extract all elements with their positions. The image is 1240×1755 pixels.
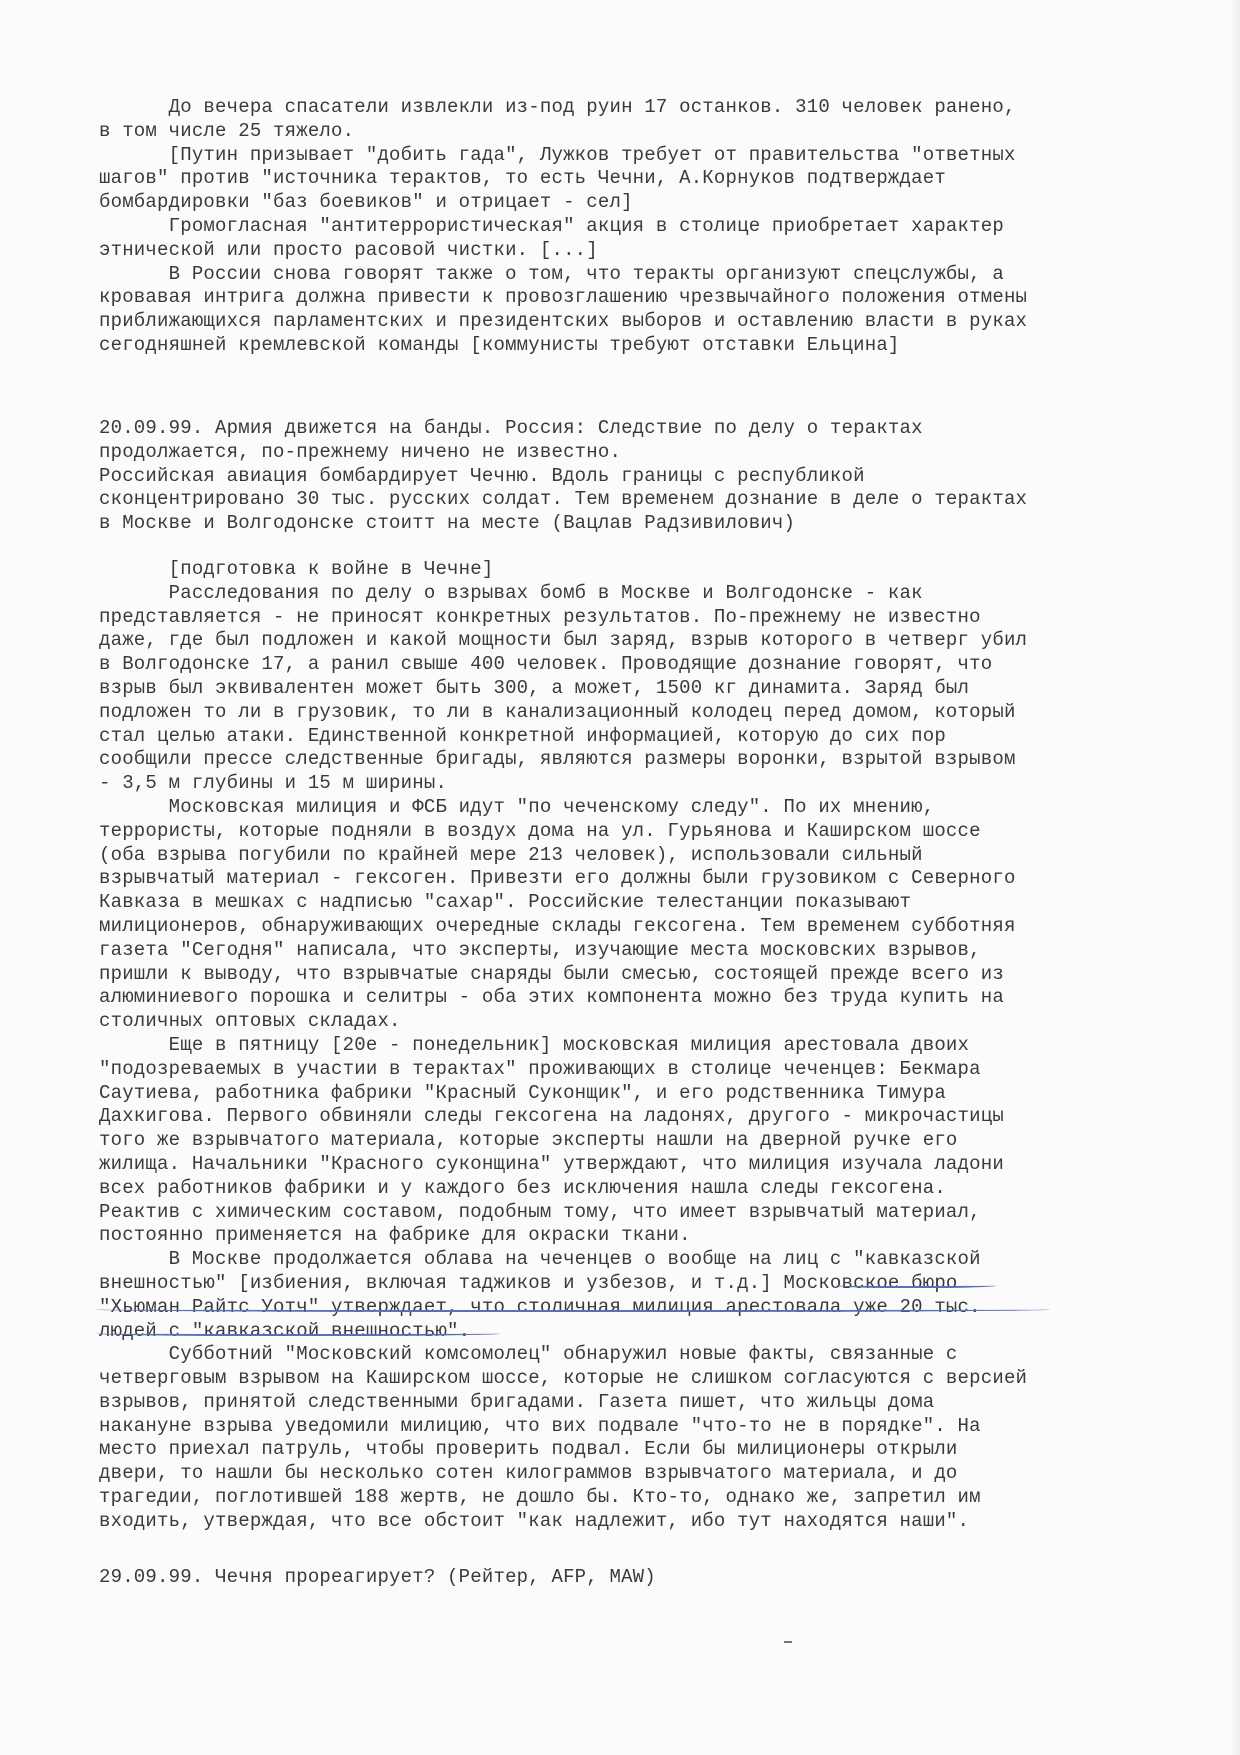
text-line: взрыв был эквивалентен может быть 300, а может, 1500 кг динамита. Заряд был [99,676,970,699]
text-line: место приехал патруль, чтобы проверить подвал. Если бы милиционеры открыли [99,1438,958,1461]
text-line: подложен то ли в грузовик, то ли в канализационный колодец перед домом, который [99,700,1016,723]
text-line: сообщили прессе следственные бригады, являются размеры воронки, взрытой взрывом [99,748,1016,771]
page-edge-shadow [1230,0,1240,1755]
text-line: этнической или просто расовой чистки. [...] [99,238,598,261]
text-line: [подготовка к войне в Чечне] [99,558,494,580]
text-line: До вечера спасатели извлекли из-под руин 17 останков. 310 человек ранено, [99,96,1016,118]
text-line: четверговым взрывом на Каширском шоссе, которые не слишком согласуются с версией [99,1367,1028,1390]
pen-underline-1 [836,1282,996,1288]
text-line: даже, где был подложен и какой мощности был заряд, взрыв которого в четверг убил [99,629,1028,652]
text-line: в Волгодонске 17, а ранил свыше 400 человек. Проводящие дознание говорят, что [99,653,993,676]
text-line: внешностью" [избиения, включая таджиков и узбезов, и т.д.] Московское бюро [99,1271,958,1294]
text-line: Еще в пятницу [20е - понедельник] московская милиция арестовала двоих [99,1033,970,1056]
text-line: алюминиевого порошка и селитры - оба этих компонента можно без труда купить на [99,986,1004,1009]
text-line: продолжается, по-прежнему ничено не известно. [99,440,622,463]
text-line: Дахкигова. Первого обвиняли следы гексогена на ладонях, другого - микрочастицы [99,1105,1004,1128]
text-line: пришли к выводу, что взрывчатые снаряды были смесью, состоящей прежде всего из [99,962,1004,985]
text-line: - 3,5 м глубины и 15 м ширины. [99,772,448,795]
text-line: милиционеров, обнаруживающих очередные склады гексогена. Тем временем субботняя [99,914,1016,937]
text-line: бомбардировки "баз боевиков" и отрицает - сел] [99,191,633,214]
pen-underline-3 [96,1330,500,1336]
text-line: взрывчатый материал - гексоген. Привезти его должны были грузовиком с Северного [99,867,1016,890]
text-line: Громогласная "антитеррористическая" акция в столице приобретает характер [99,214,1004,237]
text-line: Расследования по делу о взрывах бомб в Москве и Волгодонске - как [99,581,923,604]
text-line: "подозреваемых в участии в терактах" проживающих в столице чеченцев: Бекмара [99,1057,981,1080]
text-line: Реактив с химическим составом, подобным тому, что имеет взрывчатый материал, [99,1200,981,1223]
text-line: приближающихся парламентских и президентских выборов и оставлению власти в руках [99,310,1028,333]
text-line: [Путин призывает "добить гада", Лужков требует от правительства "ответных [99,143,1016,166]
text-line: в Москве и Волгодонске стоитт на месте (Вацлав Радзивилович) [99,512,796,535]
text-line: взрывов, принятой следственными бригадами. Газета пишет, что жильцы дома [99,1390,935,1413]
dated-entry-29-09-99 [99,1566,1109,1590]
text-line: Кавказа в мешках с надписью "сахар". Российские телестанции показывают [99,891,912,914]
text-line: представляется - не приносят конкретных результатов. По-прежнему не известно [99,605,981,628]
text-line: террористы, которые подняли в воздух дома на ул. Гурьянова и Каширском шоссе [99,819,981,842]
intro-paragraphs [99,96,1109,358]
text-line: Российская авиация бомбардирует Чечню. Вдоль границы с республикой [99,464,865,487]
text-line: сконцентрировано 30 тыс. русских солдат. Тем временем дознание в деле о терактах [99,488,1028,511]
text-line: кровавая интрига должна привести к провозглашению чрезвычайного положения отмены [99,286,1028,309]
text-line: входить, утверждая, что все обстоит "как надлежит, ибо тут находятся наши". [99,1509,970,1532]
text-line: Субботний "Московский комсомолец" обнаружил новые факты, связанные с [99,1343,958,1366]
text-line: шагов" против "источника терактов, то есть Чечни, А.Корнуков подтверждает [99,167,946,190]
scan-speck [784,1641,792,1643]
text-line: столичных оптовых складах. [99,1010,401,1033]
text-line: постоянно применяется на фабрике для окраски ткани. [99,1224,691,1247]
text-line: (оба взрыва погубили по крайней мере 213 человек), использовали сильный [99,843,923,866]
text-line: 29.09.99. Чечня прореагирует? (Рейтер, AFP, MAW) [99,1566,656,1588]
text-line: 20.09.99. Армия движется на банды. Россия: Следствие по делу о терактах [99,417,923,439]
text-line: стал целью атаки. Единственной конкретной информацией, которую до сих пор [99,724,946,747]
text-line: В России снова говорят также о том, что теракты организуют спецслужбы, а [99,262,1004,285]
text-line: Московская милиция и ФСБ идут "по чеченскому следу". По их мнению, [99,795,935,818]
text-line: газета "Сегодня" написала, что эксперты, изучающие места московских взрывов, [99,938,981,961]
dated-entry-20-09-99 [99,417,1109,536]
text-line: Саутиева, работника фабрики "Красный Суконщик", и его родственника Тимура [99,1081,946,1104]
text-line: двери, то нашли бы несколько сотен килограммов взрывчатого материала, и до [99,1462,958,1485]
article-body [99,558,1109,1534]
text-line: сегодняшней кремлевской команды [коммунисты требуют отставки Ельцина] [99,333,900,356]
text-line: "Хьюман Райтс Уотч" утверждает, что столичная милиция арестовала уже 20 тыс. [99,1295,981,1318]
text-line: накануне взрыва уведомили милицию, что вих подвале "что-то не в порядке". На [99,1414,981,1437]
text-line: всех работников фабрики и у каждого без исключения нашла следы гексогена. [99,1176,946,1199]
text-line: жилища. Начальники "Красного суконщина" утверждают, что милиция изучала ладони [99,1152,1004,1175]
text-line: людей с "кавказской внешностью". [99,1319,471,1342]
text-line: того же взрывчатого материала, которые эксперты нашли на дверной ручке его [99,1129,958,1152]
text-line: В Москве продолжается облава на чеченцев о вообще на лиц с "кавказской [99,1248,981,1271]
text-line: в том числе 25 тяжело. [99,119,355,142]
pen-underline-2 [96,1306,1050,1312]
text-line: трагедии, поглотившей 188 жертв, не дошло бы. Кто-то, однако же, запретил им [99,1486,981,1509]
